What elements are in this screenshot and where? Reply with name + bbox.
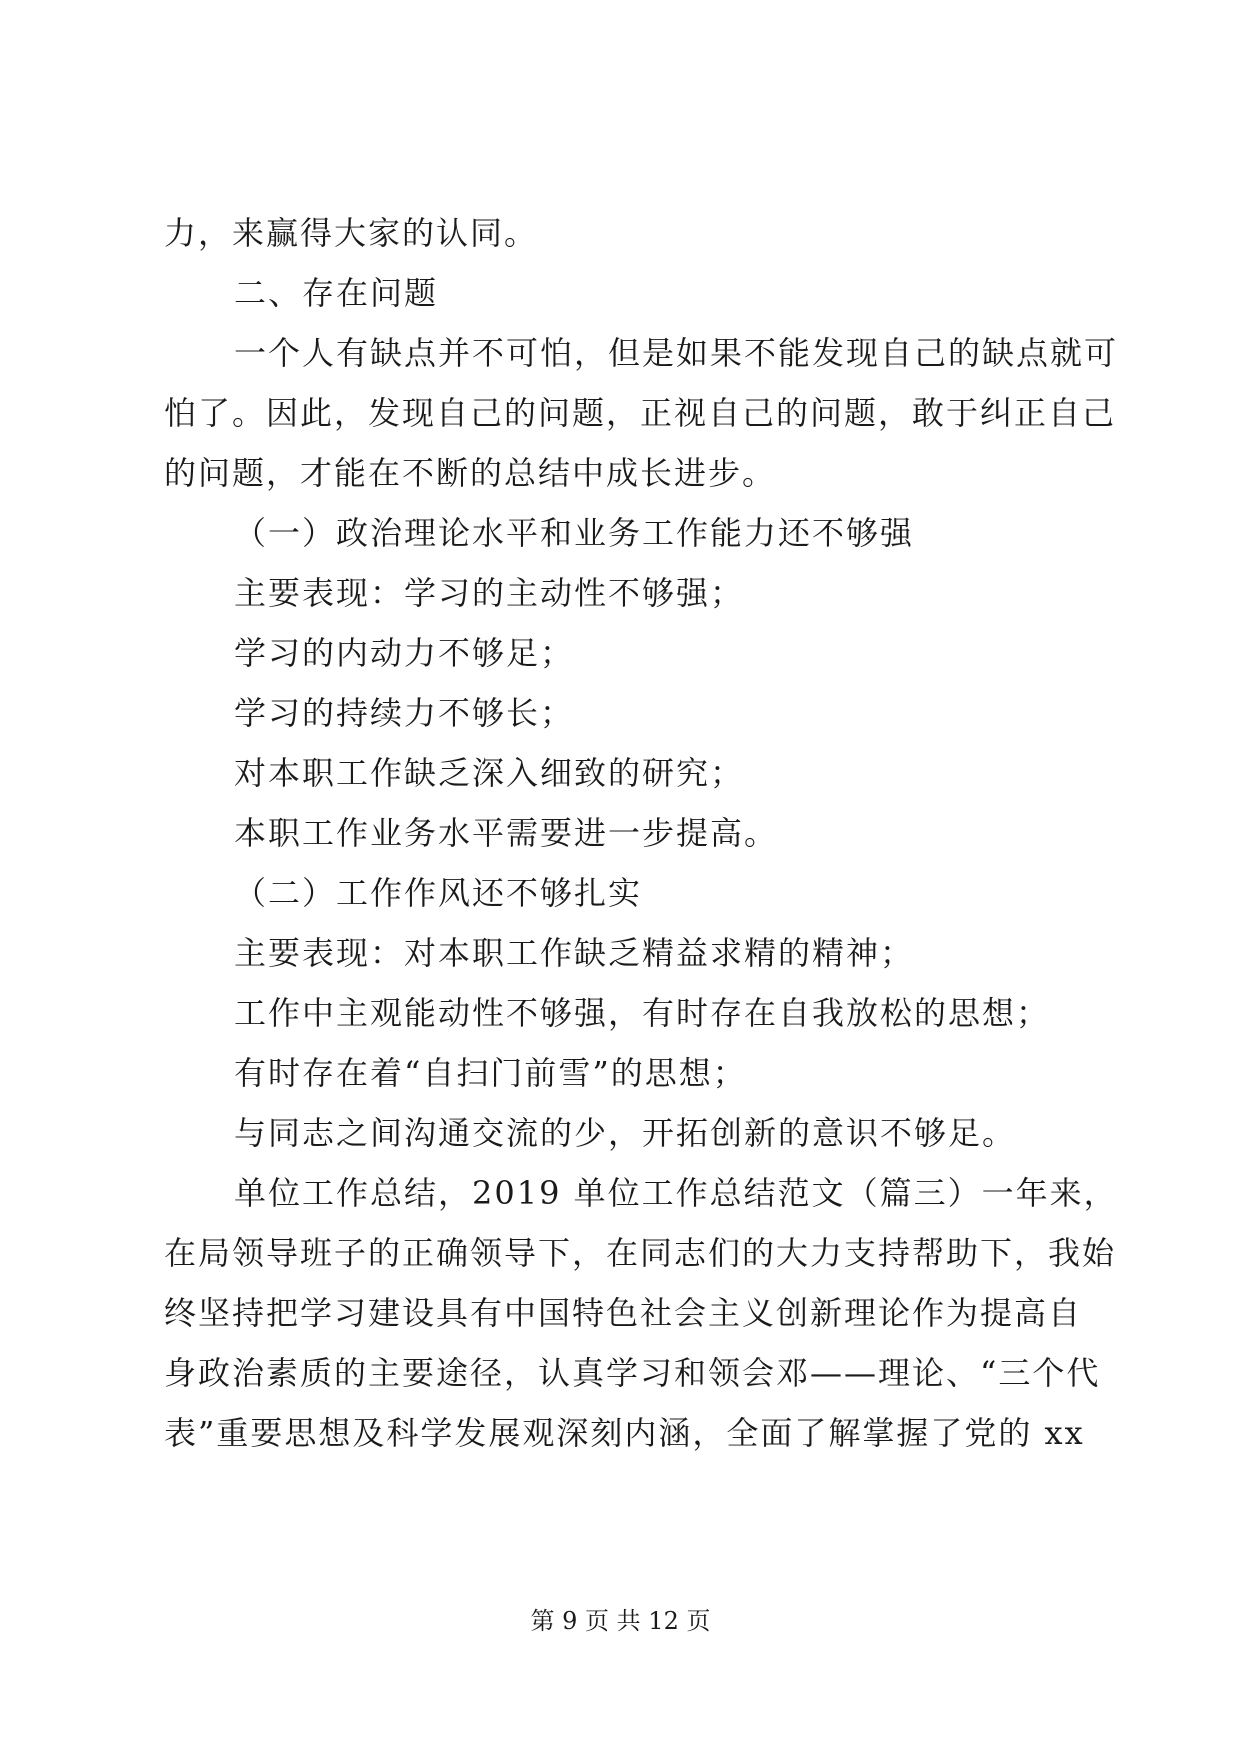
text-line: 对本职工作缺乏深入细致的研究； [234, 754, 745, 792]
text-line: 在局领导班子的正确领导下，在同志们的大力支持帮助下，我始 [164, 1234, 1117, 1272]
text-line: 的问题，才能在不断的总结中成长进步。 [164, 454, 777, 492]
section-heading: 二、存在问题 [234, 274, 439, 312]
page-footer: 第 9 页 共 12 页 [530, 1607, 711, 1635]
text-line: 主要表现：学习的主动性不够强； [234, 574, 745, 612]
text-line: 单位工作总结，2019 单位工作总结范文（篇三）一年来， [234, 1174, 1118, 1212]
text-line: 学习的内动力不够足； [234, 634, 575, 672]
text-line: 学习的持续力不够长； [234, 694, 575, 732]
text-line: 工作中主观能动性不够强，有时存在自我放松的思想； [234, 994, 1051, 1032]
text-line: 表”重要思想及科学发展观深刻内涵，全面了解掌握了党的 xx [164, 1414, 1085, 1452]
text-line: 与同志之间沟通交流的少，开拓创新的意识不够足。 [234, 1114, 1017, 1152]
subsection-heading: （二）工作作风还不够扎实 [234, 874, 643, 912]
text-line: 主要表现：对本职工作缺乏精益求精的精神； [234, 934, 915, 972]
subsection-heading: （一）政治理论水平和业务工作能力还不够强 [234, 514, 915, 552]
text-line: 一个人有缺点并不可怕，但是如果不能发现自己的缺点就可 [234, 334, 1119, 372]
text-line: 终坚持把学习建设具有中国特色社会主义创新理论作为提高自 [164, 1294, 1083, 1332]
document-body [164, 203, 1119, 1463]
text-line: 有时存在着“自扫门前雪”的思想； [234, 1054, 747, 1092]
text-line: 力，来赢得大家的认同。 [164, 214, 539, 252]
text-line: 身政治素质的主要途径，认真学习和领会邓——理论、“三个代 [164, 1354, 1101, 1392]
text-line: 本职工作业务水平需要进一步提高。 [234, 814, 779, 852]
text-line: 怕了。因此，发现自己的问题，正视自己的问题，敢于纠正自己 [164, 394, 1117, 432]
